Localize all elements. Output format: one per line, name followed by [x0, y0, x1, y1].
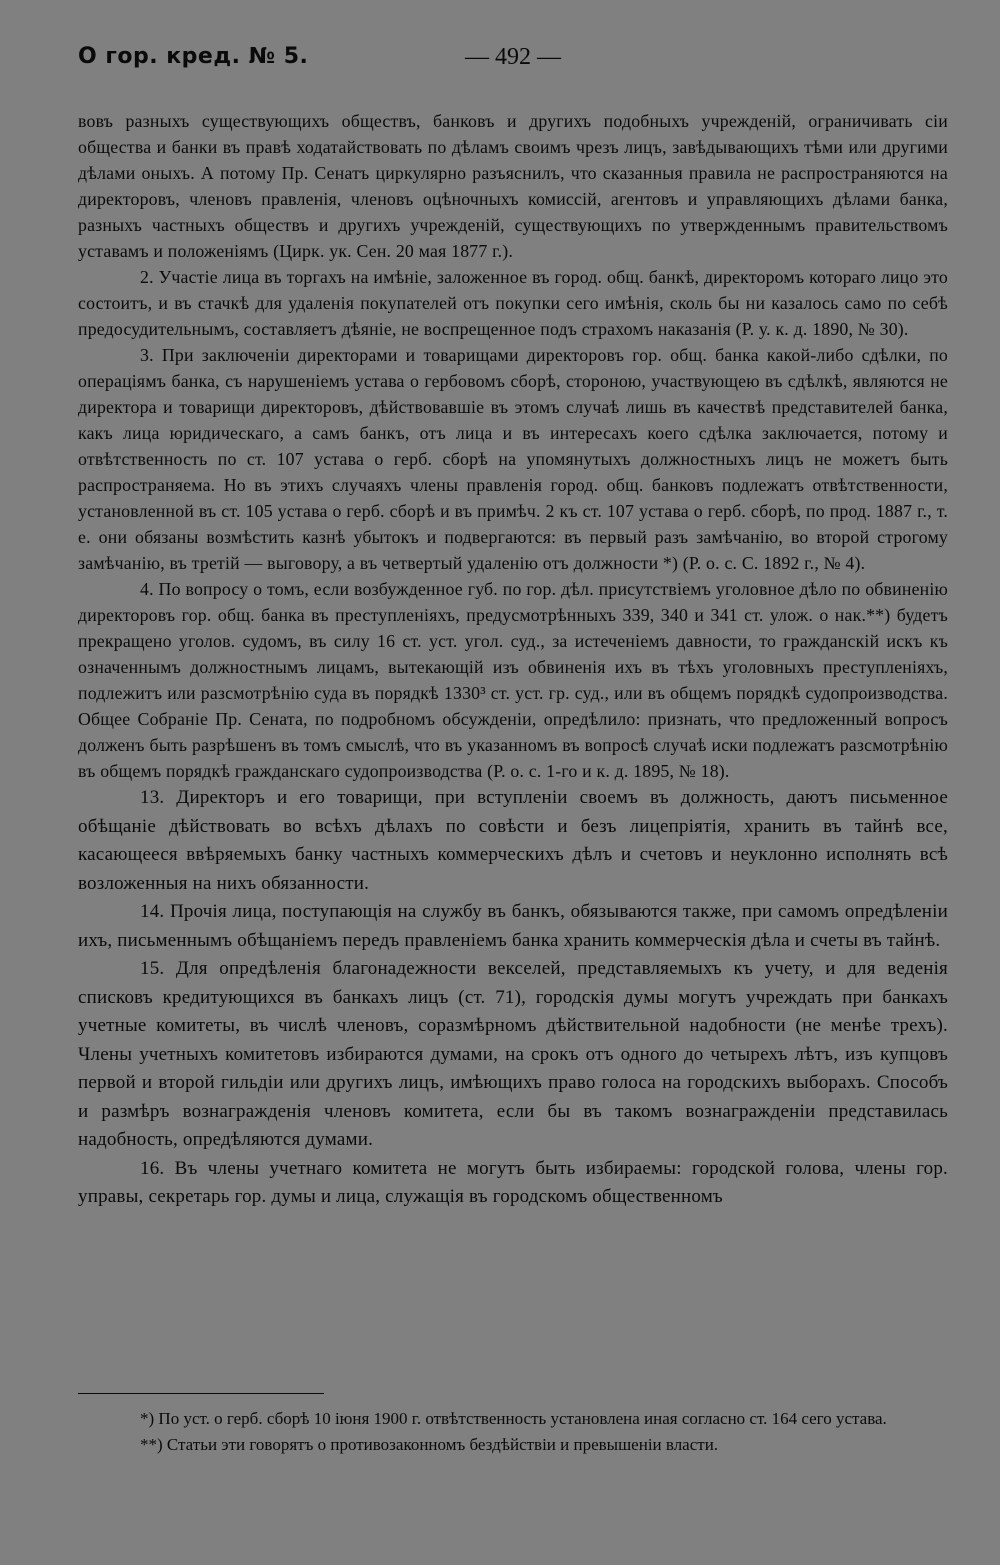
footnote-2: **) Статьи эти говорятъ о противозаконномъ бездѣйствіи и превышеніи власти. [140, 1435, 719, 1454]
paragraph-article-14: 14. Прочія лица, поступающія на службу въ банкъ, обязываются также, при самомъ опредѣленіи ихъ, письменнымъ обѣщаніемъ передъ правленіемъ банка хранить коммерческія дѣла и счеты въ тайнѣ. [78, 901, 948, 951]
paragraph-note-2: 2. Участіе лица въ торгахъ на имѣніе, заложенное въ город. общ. банкѣ, директоромъ котораго лицо это состоитъ, и въ стачкѣ для удаленія покупателей отъ покупки сего имѣнія, сколь бы ни казалось само по себѣ предосудительнымъ, составляетъ дѣяніе, не воспрещенное подъ страхомъ наказанія (Р. у. к. д. 1890, № 30). [78, 267, 948, 339]
running-title: О гор. кред. № 5. [78, 44, 309, 69]
paragraph-article-16: 16. Въ члены учетнаго комитета не могутъ быть избираемы: городской голова, члены гор. управы, секретарь гор. думы и лица, служащія въ городскомъ общественномъ [78, 1157, 948, 1207]
body-text [78, 108, 948, 1212]
paragraph-continuation: вовъ разныхъ существующихъ обществъ, банковъ и другихъ подобныхъ учрежденій, ограничивать сіи общества и банки въ правѣ ходатайствовать по дѣламъ своимъ чрезъ лицъ, завѣдывающихъ тѣми или другими дѣлами оныхъ. А потому Пр. Сенатъ циркулярно разъяснилъ, что сказанныя правила не распространяются на директоровъ, членовъ правленія, членовъ оцѣночныхъ комиссій, агентовъ и управляющихъ дѣлами банка, разныхъ частныхъ обществъ и другихъ учрежденій, существующихъ по утвержденнымъ правительствомъ уставамъ и положеніямъ (Цирк. ук. Сен. 20 мая 1877 г.). [78, 111, 948, 261]
page-header [78, 44, 944, 78]
footnote-1: *) По уст. о герб. сборѣ 10 іюня 1900 г. отвѣтственность установлена иная согласно ст. 164 сего устава. [140, 1409, 887, 1428]
paragraph-article-13: 13. Директоръ и его товарищи, при вступленіи своемъ въ должность, даютъ письменное обѣщаніе дѣйствовать во всѣхъ дѣлахъ по совѣсти и безъ лицепріятія, хранить въ тайнѣ все, касающееся ввѣряемыхъ банку частныхъ коммерческихъ дѣлъ и счетовъ и неуклонно исполнять всѣ возложенныя на нихъ обязанности. [78, 787, 948, 894]
footnote-divider [78, 1393, 324, 1394]
paragraph-note-4: 4. По вопросу о томъ, если возбужденное губ. по гор. дѣл. присутствіемъ уголовное дѣло по обвиненію директоровъ гор. общ. банка въ преступленіяхъ, предусмотрѣнныхъ 339, 340 и 341 ст. улож. о нак.**) будетъ прекращено уголов. судомъ, въ силу 16 ст. уст. угол. суд., за истеченіемъ давности, то гражданскій искъ къ означеннымъ должностнымъ лицамъ, вытекающій изъ обвиненія ихъ въ тѣхъ уголовныхъ преступленіяхъ, подлежитъ или разсмотрѣнію суда въ порядкѣ 1330³ ст. уст. гр. суд., или въ общемъ порядкѣ судопроизводства. Общее Собраніе Пр. Сената, по подробномъ обсужденіи, опредѣлило: признать, что предложенный вопросъ долженъ быть разрѣшенъ въ томъ смыслѣ, что въ указанномъ въ вопросѣ случаѣ иски подлежатъ разсмотрѣнію въ общемъ порядкѣ гражданскаго судопроизводства (Р. о. с. 1-го и к. д. 1895, № 18). [78, 579, 948, 781]
paragraph-note-3: 3. При заключеніи директорами и товарищами директоровъ гор. общ. банка какой-либо сдѣлки, по операціямъ банка, съ нарушеніемъ устава о гербовомъ сборѣ, стороною, участвующею въ сдѣлкѣ, являются не директора и товарищи директоровъ, дѣйствовавшіе въ этомъ случаѣ лишь въ качествѣ представителей банка, какъ лица юридическаго, а самъ банкъ, отъ лица и въ интересахъ коего сдѣлка заключается, потому и отвѣтственность по ст. 107 устава о герб. сборѣ на упомянутыхъ должностныхъ лицъ не можетъ быть распространяема. Но въ этихъ случаяхъ члены правленія город. общ. банковъ подлежатъ отвѣтственности, установленной въ ст. 105 устава о герб. сборѣ и въ примѣч. 2 къ ст. 107 устава о герб. сборѣ, по прод. 1887 г., т. е. они обязаны возмѣстить казнѣ убытокъ и подвергаются: въ первый разъ замѣчанію, во второй строгому замѣчанію, въ третій — выговору, а въ четвертый удаленію отъ должности *) (Р. о. с. С. 1892 г., № 4). [78, 345, 948, 573]
footnotes [78, 1406, 948, 1458]
page-number: — 492 — [465, 44, 561, 70]
paragraph-article-15: 15. Для опредѣленія благонадежности векселей, представляемыхъ къ учету, и для веденія списковъ кредитующихся въ банкахъ лицъ (ст. 71), городскія думы могутъ учреждать при банкахъ учетные комитеты, въ числѣ членовъ, соразмѣрномъ дѣйствительной надобности (не менѣе трехъ). Члены учетныхъ комитетовъ избираются думами, на срокъ отъ одного до четырехъ лѣтъ, изъ купцовъ первой и второй гильдіи или другихъ лицъ, имѣющихъ право голоса на городскихъ выборахъ. Способъ и размѣръ вознагражденія членовъ комитета, если бы въ такомъ вознагражденіи представилась надобность, опредѣляются думами. [78, 958, 948, 1150]
